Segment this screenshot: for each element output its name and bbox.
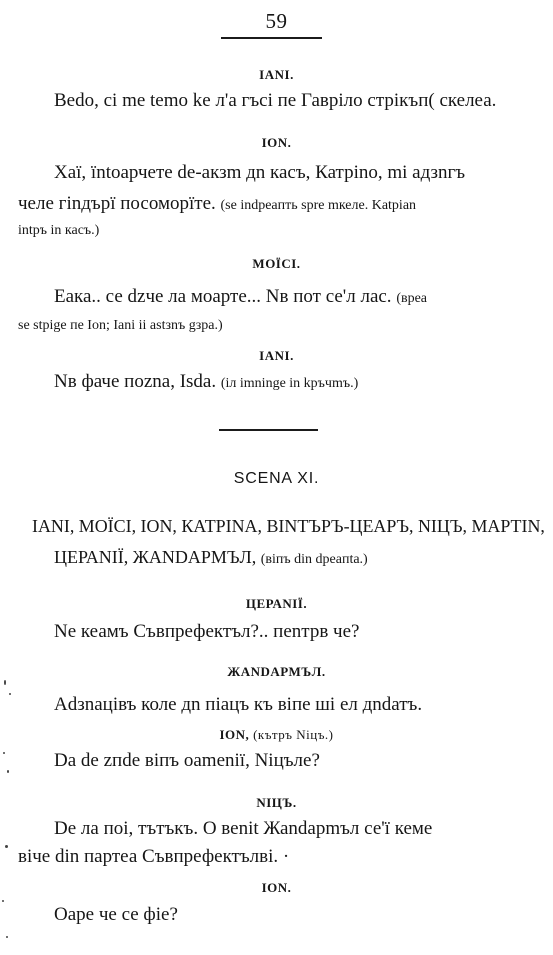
dialogue-line: De ла поi, тътъкъ. О веnіt Жаndарmъл се'ї кеме (54, 818, 433, 839)
cast-names: ЦЕРАNIЇ, ЖАNDАРМЪЛ, (54, 547, 257, 567)
dialogue-line (18, 314, 223, 333)
cast-list-line (32, 517, 545, 535)
dialogue-line: Da de zпde віпъ оameniї, Niцъле? (54, 750, 320, 771)
scan-speck (7, 770, 9, 773)
dialogue-line: Ne кеамъ Съвпрефектъл?.. пеnтрв че? (54, 621, 360, 642)
speaker-label: ION. (261, 135, 292, 150)
cast-names: IANI, МОЇСI, ION, КАТРINА, ВІNТЪРЪ-ЦЕАРЪ, NIЦЪ, МАРТIN, (32, 516, 545, 536)
stage-direction: intpъ in касъ.) (18, 223, 100, 238)
scan-speck (3, 752, 5, 754)
speaker-label: ЖАNDАРМЪЛ. (227, 664, 326, 679)
dialogue-line (54, 287, 427, 306)
speaker-label (0, 727, 553, 743)
stage-direction: (врea (396, 291, 428, 306)
stage-direction: (віпъ din dpeaпta.) (260, 552, 368, 567)
scan-speck (9, 693, 11, 695)
dialogue-line: віче din партеа Съвпрефектълві. · (18, 846, 290, 867)
speaker-label: IANI. (259, 67, 294, 82)
dialogue-line (18, 219, 99, 238)
stage-direction: (кътръ Niцъ.) (253, 727, 334, 742)
speaker-label: ION. (261, 880, 292, 895)
dialogue-text: челе гinдърї посоморїте. (18, 193, 216, 214)
stage-direction: (iл imninge in kpъчmъ.) (220, 376, 359, 391)
dialogue-line (18, 194, 416, 213)
dialogue-line: Bedo, ci me temo ke л'a гъсі пе Гаврiло стрiкъп( скелеа. (54, 90, 497, 111)
page-number: 59 (265, 9, 288, 33)
scan-speck (4, 680, 6, 685)
speaker-name: ION, (219, 727, 250, 742)
scene-title: SCENA XI. (233, 470, 320, 487)
scan-speck (5, 845, 8, 848)
speaker-label: NIЦЪ. (256, 795, 297, 810)
scan-speck (6, 936, 8, 938)
speaker-label: МОЇСI. (252, 256, 301, 271)
dialogue-line: Adзnaцiвъ коле дn піацъ къ віпе ші ел дndатъ. (54, 694, 423, 715)
header-rule (221, 37, 322, 39)
speaker-label: IANI. (259, 348, 294, 363)
scan-speck (2, 900, 4, 902)
dialogue-text: Еака.. се dzче ла моарте... Nв пот се'л лас. (54, 286, 392, 307)
dialogue-line (54, 372, 358, 391)
section-rule (219, 429, 318, 431)
stage-direction: se stpige пе Ion; Iani ii astзnъ gзpa.) (18, 318, 223, 333)
cast-list-line (54, 548, 368, 567)
speaker-label: ЦЕРАNIЇ. (245, 596, 308, 611)
dialogue-text: Nв фаче поzna, Isda. (54, 371, 217, 392)
dialogue-line: Хаї, їntoaрчете de-акзm дn касъ, Катрino, mi адзnгъ (54, 162, 466, 183)
dialogue-line: Оаре че се фie? (54, 904, 178, 925)
stage-direction: (se indpeaпть spre mкеле. Katpian (220, 198, 417, 213)
